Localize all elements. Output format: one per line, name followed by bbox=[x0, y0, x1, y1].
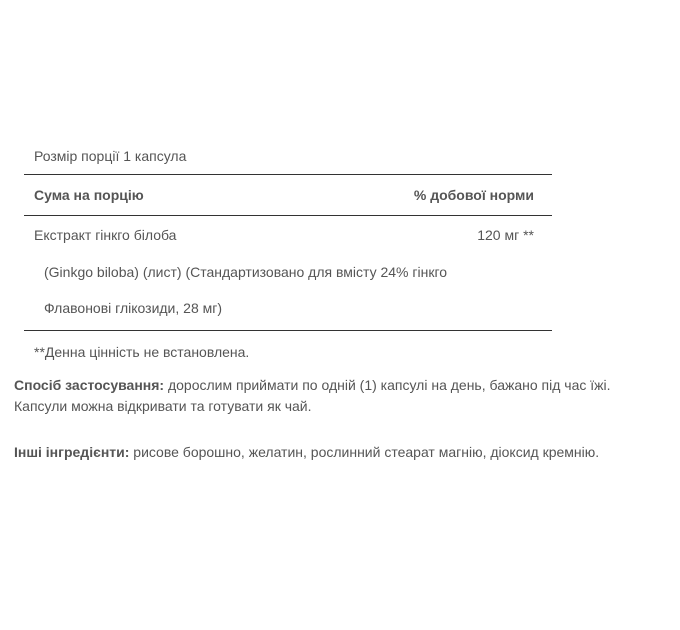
serving-size: Розмір порції 1 капсула bbox=[24, 142, 552, 175]
usage-section bbox=[14, 375, 664, 417]
ingredient-detail-line-1: (Ginkgo biloba) (лист) (Стандартизовано для вмісту 24% гінкго bbox=[44, 264, 448, 280]
other-ingredients-label: Інші інгредієнти: bbox=[14, 444, 130, 460]
ingredient-name: Екстракт гінкго білоба bbox=[34, 227, 177, 243]
ingredient-row bbox=[24, 216, 552, 254]
other-ingredients-section bbox=[14, 442, 664, 463]
other-ingredients-text: рисове борошно, желатин, рослинний стеарат магнію, діоксид кремнію. bbox=[129, 444, 600, 460]
daily-value-label: % добової норми bbox=[413, 187, 534, 203]
usage-text: дорослим приймати по одній (1) капсулі на день, бажано під час їжі. Капсули можна відкривати та готувати як чай. bbox=[14, 377, 611, 414]
facts-header-row bbox=[24, 175, 552, 216]
amount-per-serving-label: Сума на порцію bbox=[34, 187, 144, 203]
ingredient-detail-line-2: Флавонові глікозиди, 28 мг) bbox=[44, 300, 223, 316]
ingredient-amount: 120 мг ** bbox=[477, 227, 534, 243]
supplement-facts-table bbox=[24, 142, 552, 371]
daily-value-footnote: **Денна цінність не встановлена. bbox=[34, 344, 250, 360]
usage-label: Спосіб застосування: bbox=[14, 377, 165, 393]
ingredient-block bbox=[24, 216, 552, 331]
